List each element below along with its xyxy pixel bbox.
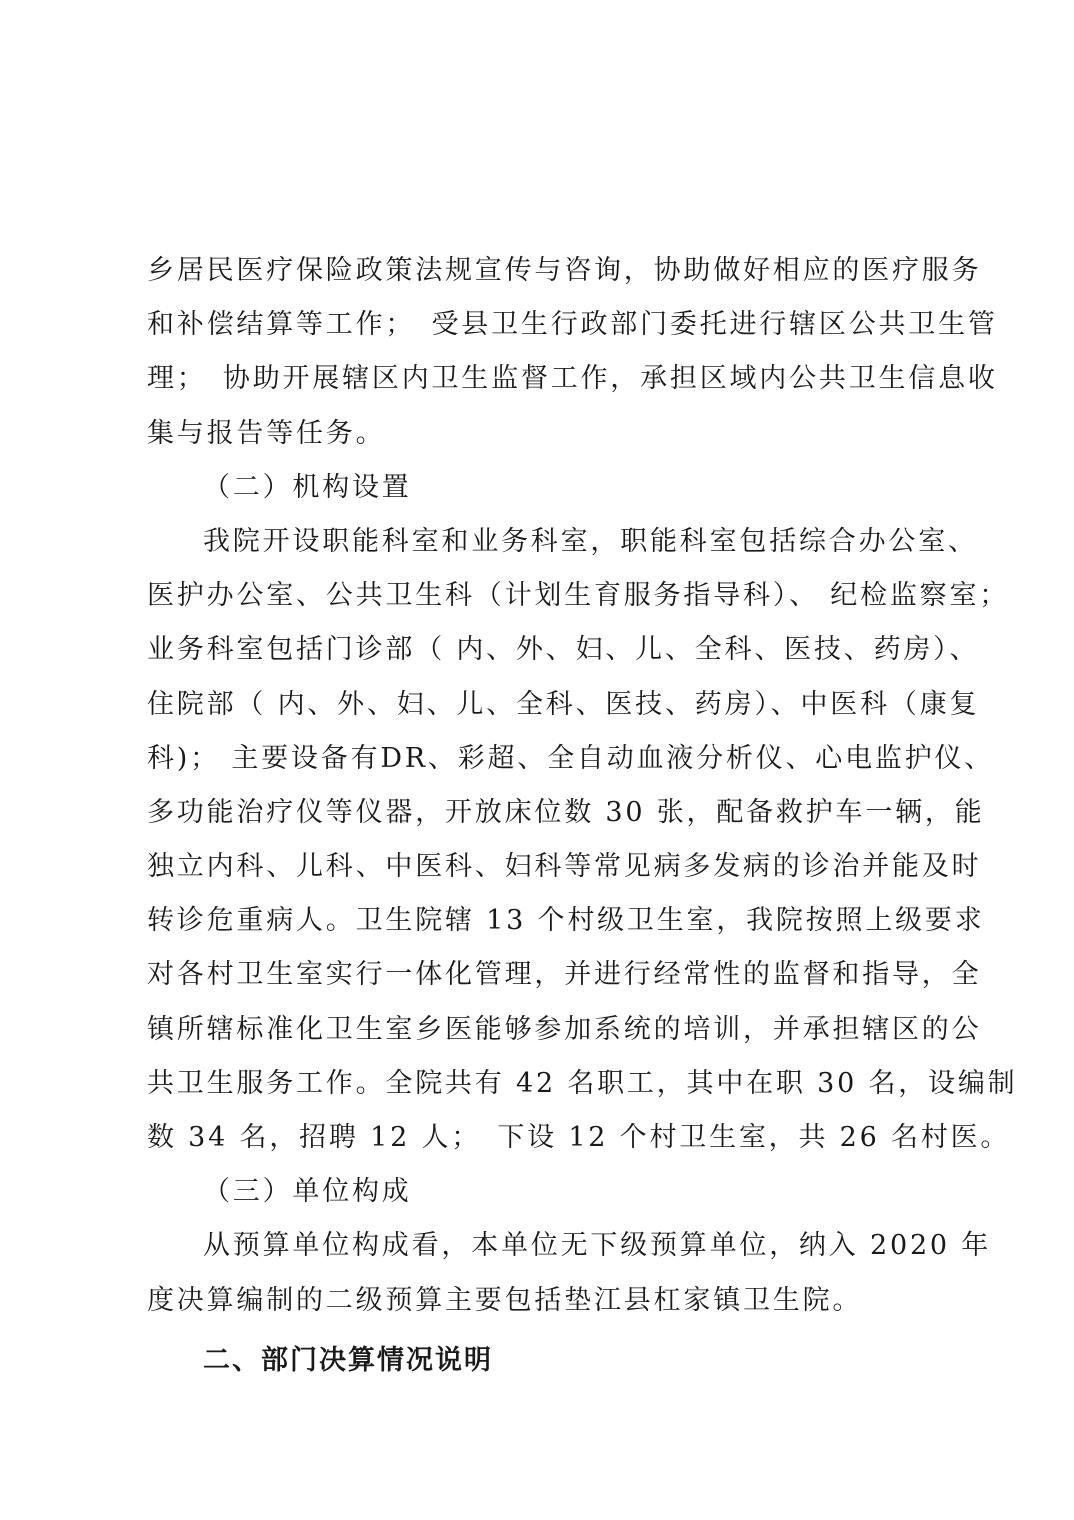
paragraph-line: 理； 协助开展辖区内卫生监督工作，承担区域内公共卫生信息收 [147, 363, 998, 395]
paragraph-line: 镇所辖标准化卫生室乡医能够参加系统的培训，并承担辖区的公 [147, 1013, 982, 1045]
paragraph-line: 共卫生服务工作。全院共有 42 名职工，其中在职 30 名，设编制 [147, 1067, 1018, 1099]
paragraph-line: 多功能治疗仪等仪器，开放床位数 30 张，配备救护车一辆，能 [147, 796, 985, 828]
paragraph-line: 独立内科、儿科、中医科、妇科等常见病多发病的诊治并能及时 [147, 851, 982, 883]
paragraph-line: 住院部（ 内、外、妇、儿、全科、医技、药房）、中医科（康复 [147, 688, 980, 720]
section-heading-unit-composition: （三）单位构成 [203, 1176, 412, 1208]
paragraph-line: 转诊危重病人。卫生院辖 13 个村级卫生室，我院按照上级要求 [147, 905, 985, 937]
section-heading-department-final-accounts: 二、部门决算情况说明 [203, 1344, 493, 1376]
section-heading-institution-setup: （二）机构设置 [203, 471, 412, 503]
document-page [147, 244, 1018, 1388]
paragraph-line: 我院开设职能科室和业务科室，职能科室包括综合办公室、 [203, 525, 978, 557]
paragraph-line: 从预算单位构成看，本单位无下级预算单位，纳入 2020 年 [203, 1230, 992, 1262]
paragraph-line: 乡居民医疗保险政策法规宣传与咨询，协助做好相应的医疗服务 [147, 255, 982, 286]
paragraph-line: 度决算编制的二级预算主要包括垫江县杠家镇卫生院。 [147, 1284, 863, 1316]
paragraph-line: 医护办公室、公共卫生科（计划生育服务指导科）、 纪检监察室； [147, 580, 1010, 612]
paragraph-line: 集与报告等任务。 [147, 417, 386, 449]
paragraph-line: 对各村卫生室实行一体化管理，并进行经常性的监督和指导，全 [147, 959, 982, 991]
paragraph-line: 数 34 名，招聘 12 人； 下设 12 个村卫生室，共 26 名村医。 [147, 1122, 1011, 1153]
paragraph-line: 业务科室包括门诊部（ 内、外、妇、儿、全科、医技、药房）、 [147, 634, 980, 666]
paragraph-line: 和补偿结算等工作； 受县卫生行政部门委托进行辖区公共卫生管 [147, 309, 998, 341]
paragraph-line: 科)； 主要设备有DR、彩超、全自动血液分析仪、心电监护仪、 [147, 742, 995, 774]
